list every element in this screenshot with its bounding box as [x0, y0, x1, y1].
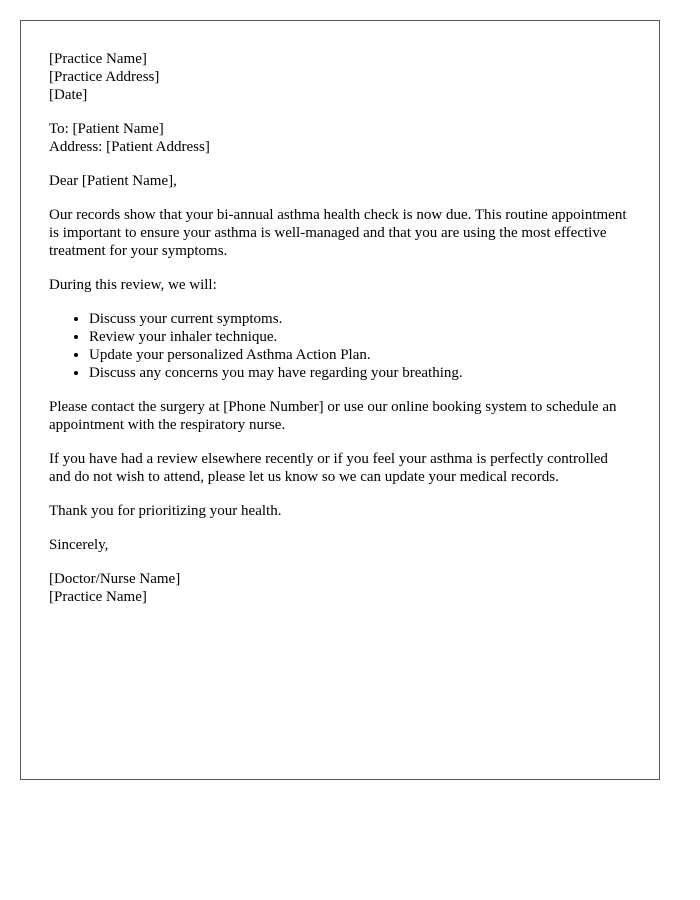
- recipient-address-line: Address: [Patient Address]: [49, 139, 210, 155]
- list-item: • Discuss any concerns you may have regarding your breathing.: [89, 364, 632, 382]
- recipient-name-line: To: [Patient Name]: [49, 121, 164, 137]
- intro-paragraph: Our records show that your bi-annual asthma health check is now due. This routine appointment is important to ensure your asthma is well-managed and that you are using the most effective treatment for your symptoms.: [49, 207, 627, 259]
- signature-practice: [Practice Name]: [49, 589, 147, 605]
- letter-date: [Date]: [49, 87, 88, 103]
- recipient-block: [49, 120, 632, 156]
- list-intro: During this review, we will:: [49, 277, 217, 293]
- sender-practice-address: [Practice Address]: [49, 69, 160, 85]
- list-item: • Discuss your current symptoms.: [89, 310, 632, 328]
- letter-page: [20, 20, 660, 780]
- sender-practice-name: [Practice Name]: [49, 51, 147, 67]
- closing: Sincerely,: [49, 537, 109, 553]
- signature-block: [49, 570, 632, 606]
- thanks-paragraph: Thank you for prioritizing your health.: [49, 503, 282, 519]
- opt-out-paragraph: If you have had a review elsewhere recently or if you feel your asthma is perfectly controlled and do not wish to attend, please let us know so we can update your medical records.: [49, 451, 608, 485]
- contact-paragraph: Please contact the surgery at [Phone Number] or use our online booking system to schedule an appointment with the respiratory nurse.: [49, 399, 617, 433]
- list-item: • Review your inhaler technique.: [89, 328, 632, 346]
- sender-block: [49, 50, 632, 104]
- list-item: • Update your personalized Asthma Action Plan.: [89, 346, 632, 364]
- salutation: Dear [Patient Name],: [49, 173, 177, 189]
- review-items-list: [49, 310, 632, 382]
- signature-name: [Doctor/Nurse Name]: [49, 571, 181, 587]
